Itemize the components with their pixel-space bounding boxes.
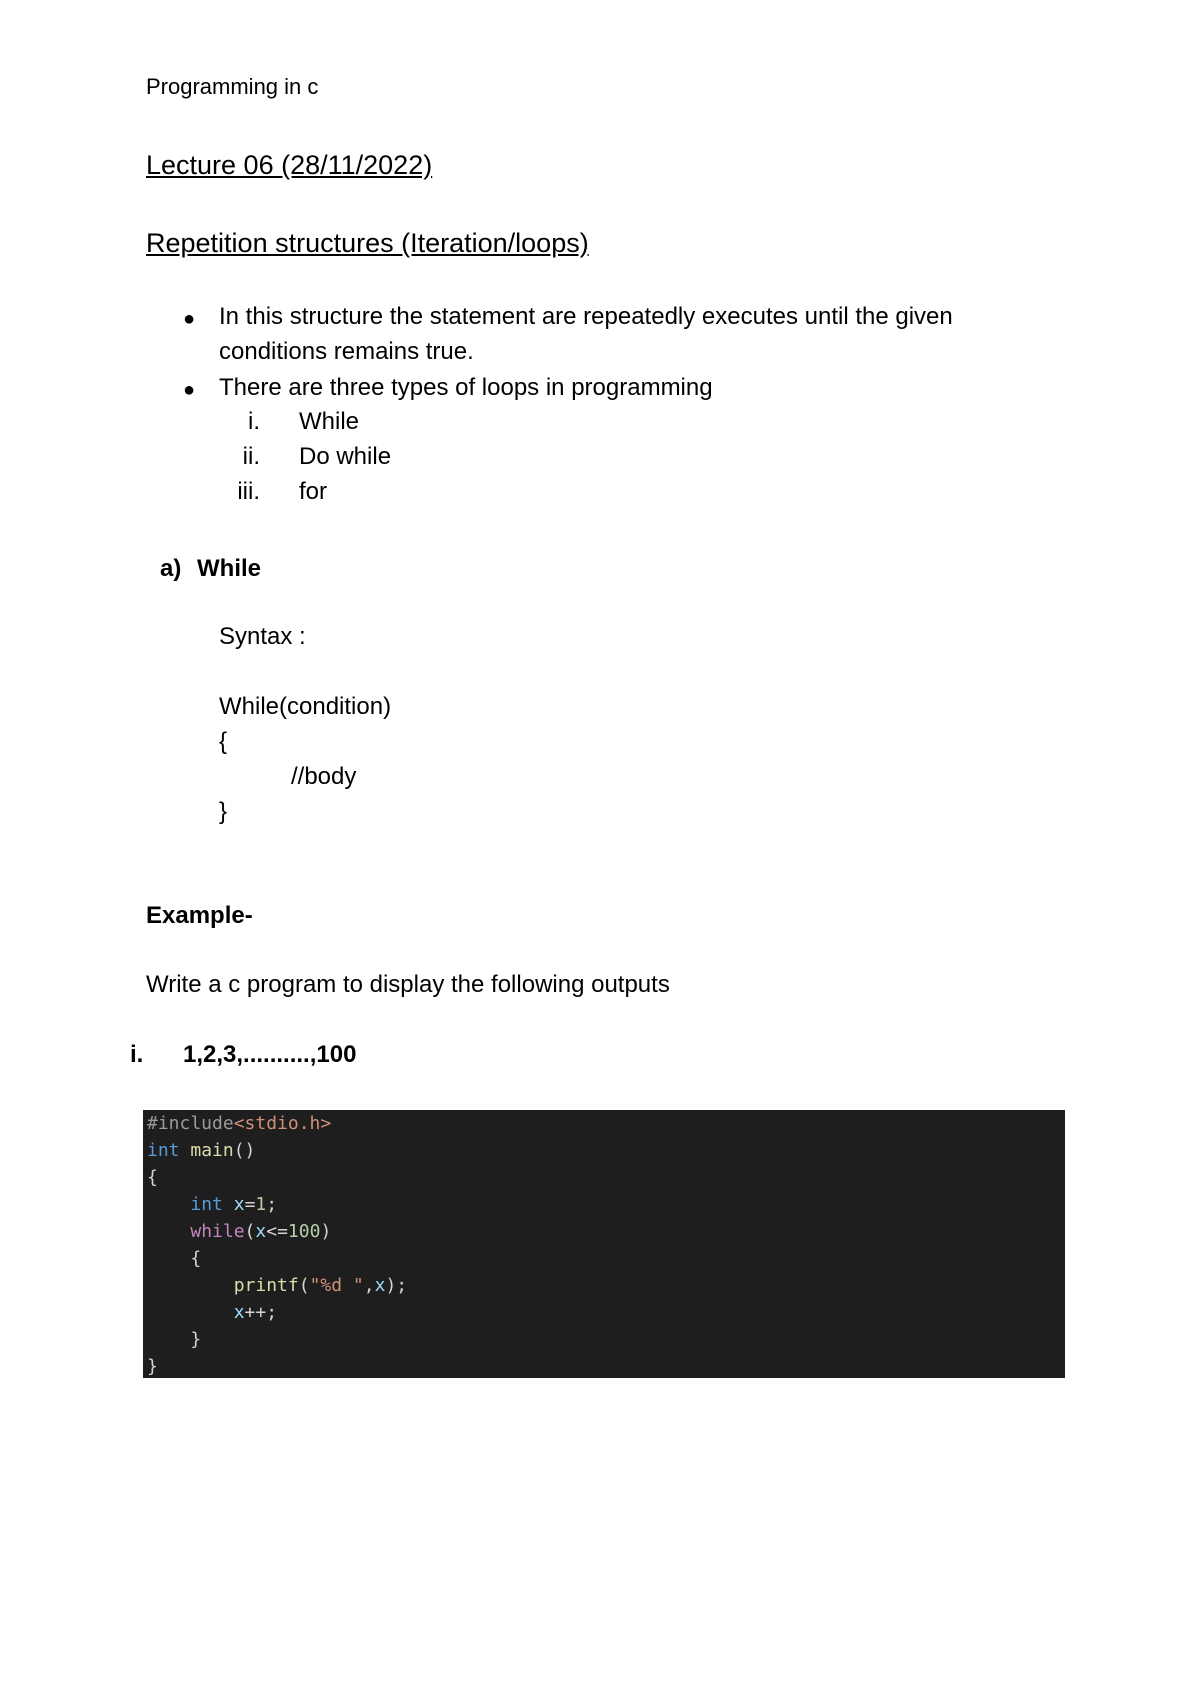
code-line: x++; (233, 1302, 278, 1323)
section-title: Repetition structures (Iteration/loops) (146, 228, 589, 258)
bullet-text-continued: conditions remains true. (219, 338, 474, 365)
syntax-line: } (219, 798, 228, 825)
code-line: { (190, 1248, 202, 1269)
lecture-title: Lecture 06 (28/11/2022) (146, 150, 433, 180)
code-line: int x=1; (190, 1194, 278, 1215)
code-line: int main() (147, 1140, 256, 1161)
example-heading: Example- (146, 902, 253, 929)
list-number: ii. (242, 443, 260, 470)
bullet-icon: ● (183, 308, 196, 330)
code-line: printf("%d ",x); (233, 1275, 408, 1296)
subsection-title: While (197, 555, 261, 582)
bullet-text: In this structure the statement are repeatedly executes until the given (219, 303, 953, 330)
document-header: Programming in c (146, 74, 319, 99)
list-item: for (299, 478, 328, 505)
syntax-line: //body (291, 763, 357, 790)
syntax-line: { (219, 728, 228, 755)
code-line: while(x<=100) (190, 1221, 332, 1242)
code-line: } (190, 1329, 202, 1350)
list-number: i. (248, 408, 260, 435)
example-item-text: 1,2,3,..........,100 (183, 1041, 357, 1068)
example-prompt: Write a c program to display the following outputs (146, 971, 670, 998)
example-item-number: i. (130, 1041, 144, 1068)
syntax-label: Syntax : (219, 623, 306, 650)
list-item: While (299, 408, 360, 435)
bullet-text: There are three types of loops in programming (219, 374, 713, 401)
bullet-icon: ● (183, 379, 196, 401)
code-block (143, 1110, 1065, 1378)
list-item: Do while (299, 443, 392, 470)
list-number: iii. (237, 478, 260, 505)
code-line: } (147, 1356, 158, 1377)
code-line: { (147, 1167, 158, 1188)
code-line: #include<stdio.h> (147, 1113, 332, 1134)
syntax-line: While(condition) (219, 693, 392, 720)
subsection-marker: a) (160, 555, 182, 582)
